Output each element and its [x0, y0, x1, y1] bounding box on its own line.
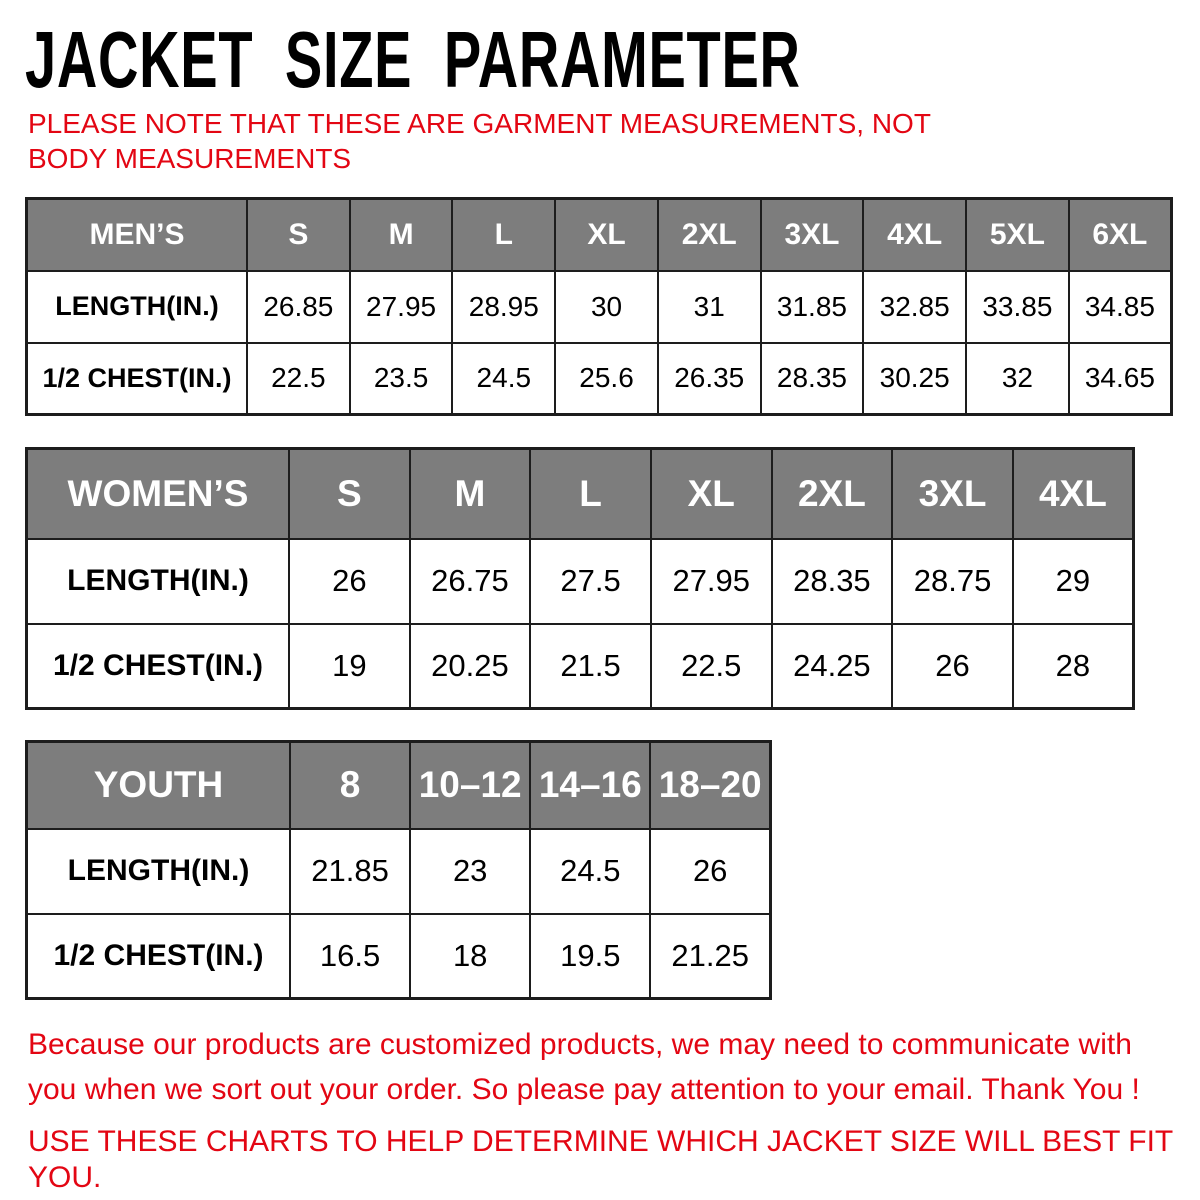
size-value-cell: 26 [892, 624, 1013, 709]
size-value-cell: 23 [410, 829, 530, 914]
size-value-cell: 22.5 [651, 624, 772, 709]
size-column-header: 2XL [772, 449, 893, 539]
table-name-cell: YOUTH [27, 742, 291, 829]
size-column-header: 10–12 [410, 742, 530, 829]
page-title: JACKET SIZE PARAMETER [25, 15, 801, 104]
youth-size-table [25, 740, 772, 1000]
size-column-header: 3XL [892, 449, 1013, 539]
usage-note: USE THESE CHARTS TO HELP DETERMINE WHICH JACKET SIZE WILL BEST FIT YOU. [28, 1125, 1173, 1194]
size-value-cell: 28.75 [892, 539, 1013, 624]
size-value-cell: 19.5 [530, 914, 650, 999]
header-row [27, 199, 1172, 271]
size-value-cell: 34.85 [1069, 271, 1172, 343]
table-name-cell: WOMEN’S [27, 449, 290, 539]
table-row [27, 624, 1134, 709]
size-value-cell: 24.25 [772, 624, 893, 709]
size-value-cell: 21.85 [290, 829, 410, 914]
garment-measurement-note: PLEASE NOTE THAT THESE ARE GARMENT MEASUREMENTS, NOT BODY MEASUREMENTS [28, 108, 931, 174]
table-name-cell: MEN’S [27, 199, 248, 271]
size-value-cell: 20.25 [410, 624, 531, 709]
size-value-cell: 26.35 [658, 343, 761, 415]
size-value-cell: 25.6 [555, 343, 658, 415]
size-value-cell: 21.25 [650, 914, 770, 999]
size-value-cell: 23.5 [350, 343, 453, 415]
size-column-header: S [289, 449, 410, 539]
size-value-cell: 26.75 [410, 539, 531, 624]
row-label: LENGTH(IN.) [27, 271, 248, 343]
size-value-cell: 32.85 [863, 271, 966, 343]
header-row [27, 449, 1134, 539]
size-value-cell: 27.5 [530, 539, 651, 624]
size-column-header: 3XL [761, 199, 864, 271]
table-row [27, 829, 771, 914]
size-column-header: XL [555, 199, 658, 271]
size-value-cell: 26 [289, 539, 410, 624]
size-value-cell: 27.95 [350, 271, 453, 343]
table-row [27, 343, 1172, 415]
communication-note: Because our products are customized products, we may need to communicate with you when we sort out your order. So please pay attention to your email. Thank You ! [28, 1028, 1140, 1106]
row-label: LENGTH(IN.) [27, 539, 290, 624]
size-value-cell: 21.5 [530, 624, 651, 709]
row-label: LENGTH(IN.) [27, 829, 291, 914]
row-label: 1/2 CHEST(IN.) [27, 914, 291, 999]
size-column-header: 8 [290, 742, 410, 829]
size-column-header: 18–20 [650, 742, 770, 829]
size-value-cell: 26.85 [247, 271, 350, 343]
size-value-cell: 33.85 [966, 271, 1069, 343]
size-value-cell: 27.95 [651, 539, 772, 624]
mens-size-table [25, 197, 1173, 416]
size-value-cell: 32 [966, 343, 1069, 415]
size-value-cell: 16.5 [290, 914, 410, 999]
row-label: 1/2 CHEST(IN.) [27, 343, 248, 415]
size-value-cell: 24.5 [452, 343, 555, 415]
size-column-header: M [350, 199, 453, 271]
size-value-cell: 34.65 [1069, 343, 1172, 415]
size-column-header: S [247, 199, 350, 271]
size-value-cell: 19 [289, 624, 410, 709]
size-value-cell: 28.35 [761, 343, 864, 415]
size-value-cell: 22.5 [247, 343, 350, 415]
size-column-header: 2XL [658, 199, 761, 271]
size-column-header: M [410, 449, 531, 539]
size-value-cell: 30.25 [863, 343, 966, 415]
size-column-header: L [452, 199, 555, 271]
size-column-header: 4XL [863, 199, 966, 271]
table-row [27, 539, 1134, 624]
size-value-cell: 28 [1013, 624, 1134, 709]
size-column-header: 5XL [966, 199, 1069, 271]
size-column-header: L [530, 449, 651, 539]
size-value-cell: 28.35 [772, 539, 893, 624]
table-row [27, 914, 771, 999]
size-value-cell: 26 [650, 829, 770, 914]
row-label: 1/2 CHEST(IN.) [27, 624, 290, 709]
table-row [27, 271, 1172, 343]
size-value-cell: 28.95 [452, 271, 555, 343]
size-column-header: XL [651, 449, 772, 539]
header-row [27, 742, 771, 829]
size-value-cell: 31.85 [761, 271, 864, 343]
size-column-header: 6XL [1069, 199, 1172, 271]
size-value-cell: 24.5 [530, 829, 650, 914]
size-value-cell: 30 [555, 271, 658, 343]
size-value-cell: 18 [410, 914, 530, 999]
size-column-header: 4XL [1013, 449, 1134, 539]
size-value-cell: 29 [1013, 539, 1134, 624]
womens-size-table [25, 447, 1135, 710]
size-value-cell: 31 [658, 271, 761, 343]
size-column-header: 14–16 [530, 742, 650, 829]
